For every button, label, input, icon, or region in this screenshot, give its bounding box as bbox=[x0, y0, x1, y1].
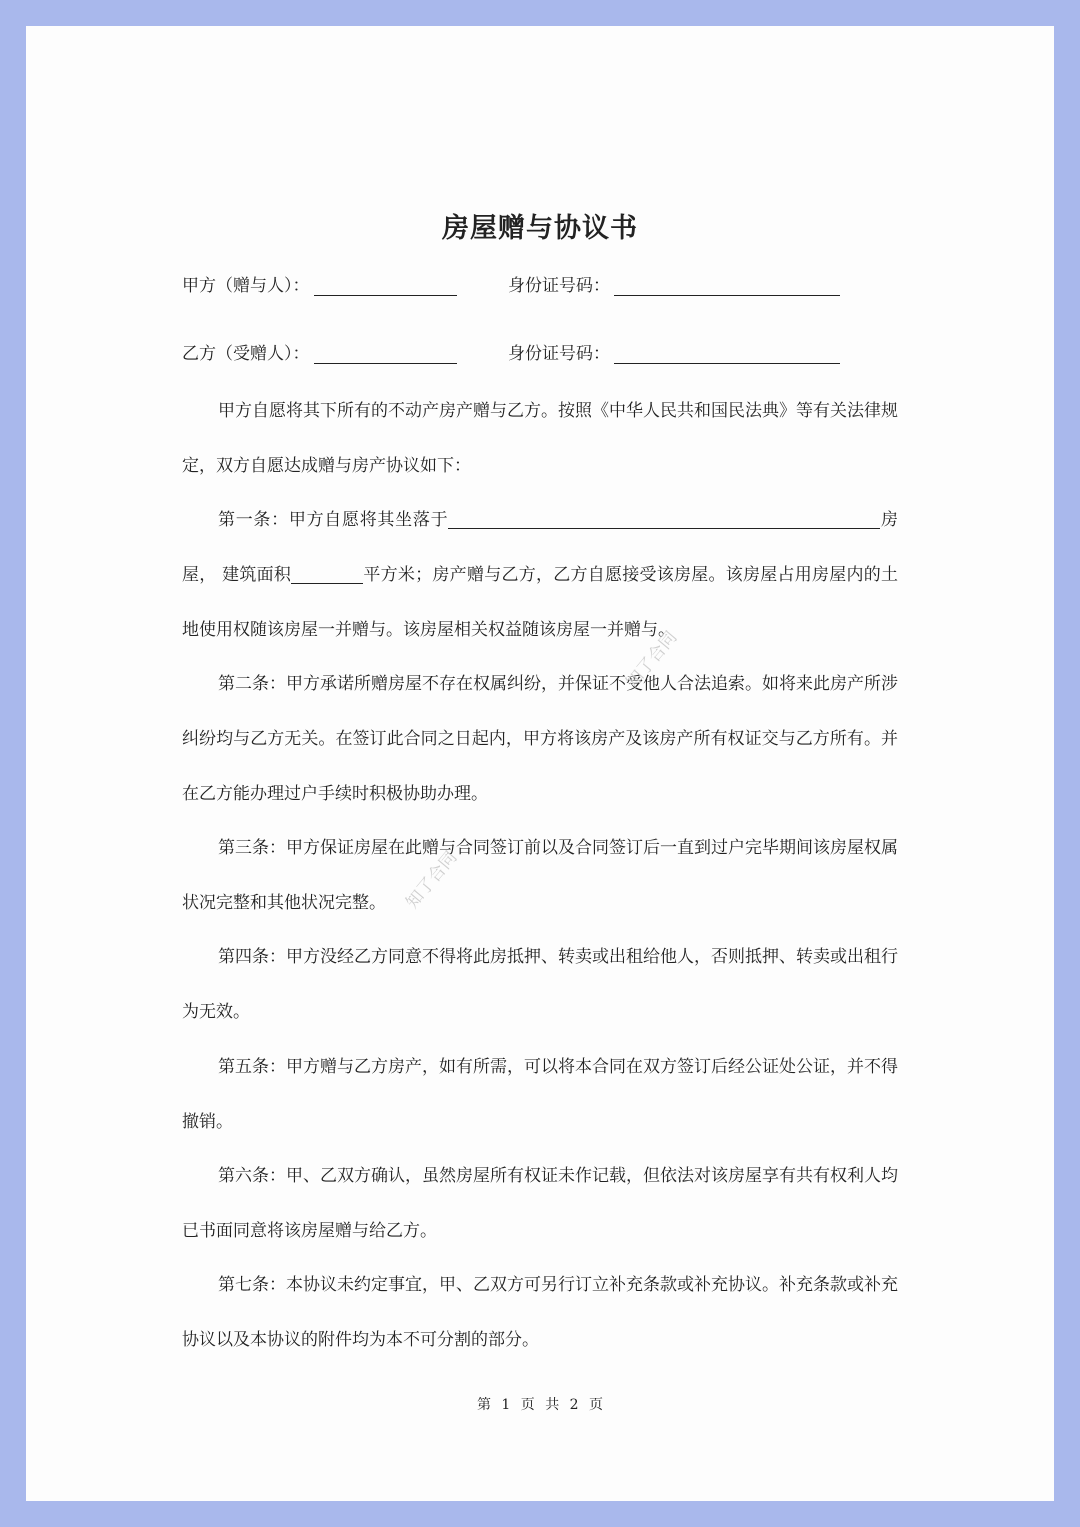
watermark: 知了合同 bbox=[622, 627, 682, 693]
article-2: 第二条：甲方承诺所赠房屋不存在权属纠纷，并保证不受他人合法追索。如将来此房产所涉纠纷均与乙方无关。在签订此合同之日起内，甲方将该房产及该房产所有权证交与乙方所有。并在乙方能办理过户手续时积极协助办理。 bbox=[182, 674, 898, 804]
address-blank bbox=[448, 508, 880, 529]
intro-paragraph: 甲方自愿将其下所有的不动产房产赠与乙方。按照《中华人民共和国民法典》等有关法律规定，双方自愿达成赠与房产协议如下： bbox=[182, 401, 898, 476]
document-title: 房屋赠与协议书 bbox=[442, 213, 638, 244]
party-b-row bbox=[182, 339, 457, 364]
party-a-label: 甲方（赠与人）： bbox=[182, 276, 310, 296]
party-b-name-blank bbox=[314, 345, 457, 364]
party-b-label: 乙方（受赠人）： bbox=[182, 344, 310, 364]
party-a-name-blank bbox=[314, 277, 457, 296]
article-3: 第三条：甲方保证房屋在此赠与合同签订前以及合同签订后一直到过户完毕期间该房屋权属状况完整和其他状况完整。 bbox=[182, 838, 898, 913]
party-b-id-label: 身份证号码： bbox=[508, 344, 610, 364]
article-7: 第七条：本协议未约定事宜，甲、乙双方可另行订立补充条款或补充协议。补充条款或补充协议以及本协议的附件均为本不可分割的部分。 bbox=[182, 1275, 898, 1350]
article-1-text-a: 第一条：甲方自愿将其坐落于 bbox=[218, 510, 449, 530]
article-6: 第六条：甲、乙双方确认，虽然房屋所有权证未作记载，但依法对该房屋享有共有权利人均已书面同意将该房屋赠与给乙方。 bbox=[182, 1166, 898, 1241]
document-page bbox=[26, 26, 1054, 1501]
article-1 bbox=[182, 493, 898, 658]
article-5: 第五条：甲方赠与乙方房产，如有所需，可以将本合同在双方签订后经公证处公证，并不得撤销。 bbox=[182, 1057, 898, 1132]
party-a-id-label: 身份证号码： bbox=[508, 276, 610, 296]
article-1-text-b: 房屋， 建筑面积 bbox=[182, 510, 899, 585]
party-a-id-blank bbox=[614, 277, 840, 296]
party-b-id-row bbox=[508, 339, 840, 364]
page-footer: 第 1 页 共 2 页 bbox=[476, 1397, 604, 1413]
party-a-row bbox=[182, 271, 457, 296]
article-4: 第四条：甲方没经乙方同意不得将此房抵押、转卖或出租给他人，否则抵押、转卖或出租行为无效。 bbox=[182, 947, 898, 1022]
article-1-text-c: 平方米；房产赠与乙方，乙方自愿接受该房屋。该房屋占用房屋内的土地使用权随该房屋一并赠与。该房屋相关权益随该房屋一并赠与。 bbox=[182, 565, 898, 640]
area-blank bbox=[291, 563, 363, 584]
watermark: 知了合同 bbox=[402, 847, 462, 913]
party-a-id-row bbox=[508, 271, 840, 296]
party-b-id-blank bbox=[614, 345, 840, 364]
